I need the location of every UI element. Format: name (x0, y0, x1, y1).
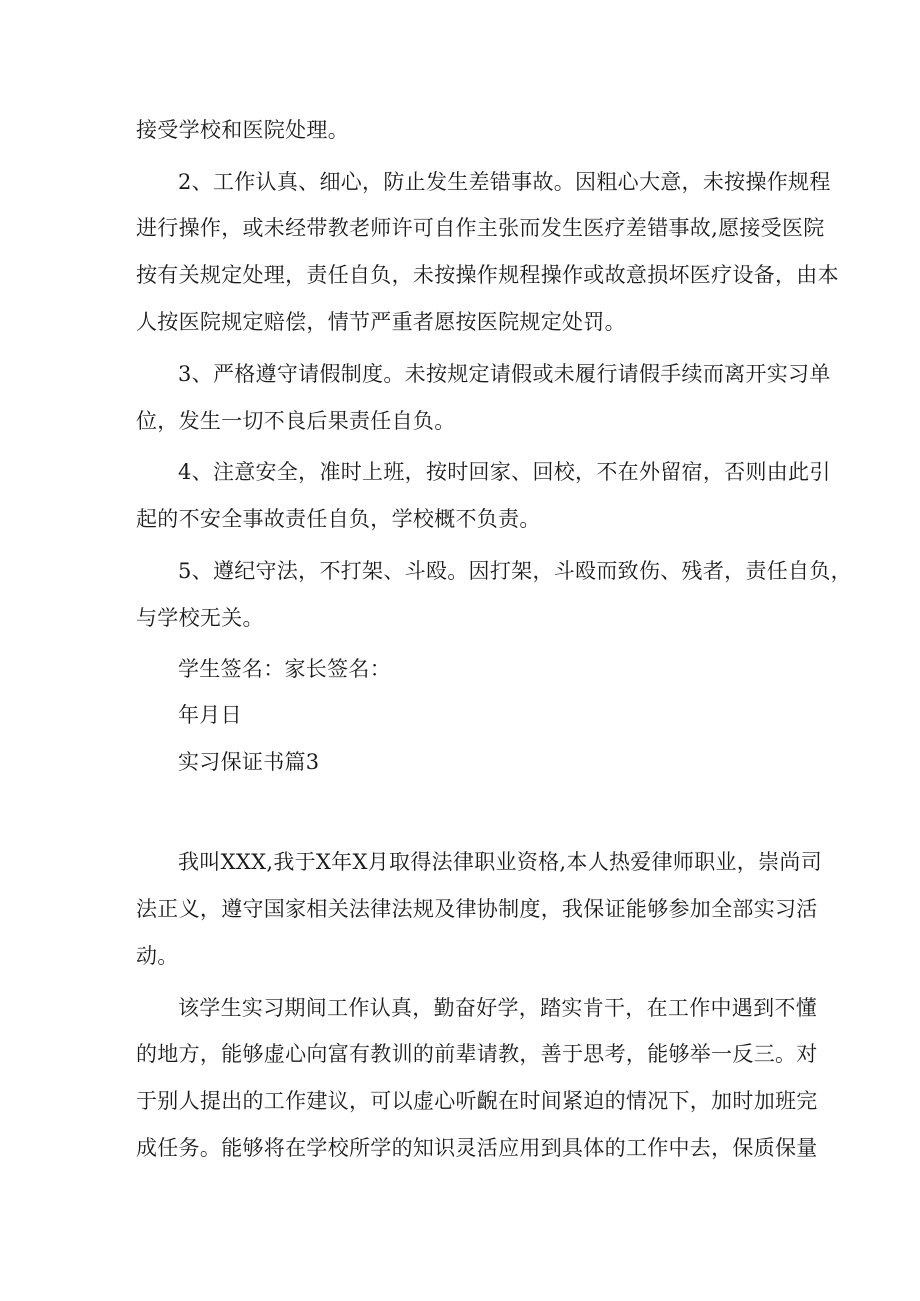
text-line: 与学校无关。 (136, 606, 264, 630)
signature-line: 学生签名：家长签名： (178, 657, 391, 681)
text-line: 成任务。能够将在学校所学的知识灵活应用到具体的工作中去，保质保量 (136, 1136, 818, 1160)
text-line: 5、遵纪守法，不打架、斗殴。因打架，斗殴而致伤、残者，责任自负， (178, 559, 852, 583)
text-line: 动。 (136, 944, 179, 968)
text-line: 于别人提出的工作建议，可以虚心听齯在时间紧迫的情况下，加时加班完 (136, 1089, 818, 1113)
text-line: 的地方，能够虚心向富有教训的前辈请教，善于思考，能够举一反三。对 (136, 1042, 818, 1066)
text-line: 该学生实习期间工作认真，勤奋好学，踏实肯干，在工作中遇到不懂 (178, 996, 817, 1020)
text-line: 接受学校和医院处理。 (136, 118, 349, 142)
text-line: 位，发生一切不良后果责任自负。 (136, 409, 456, 433)
text-line: 3、严格遵守请假制度。未按规定请假或未履行请假手续而离开实习单 (178, 362, 831, 386)
section-title: 实习保证书篇3 (178, 750, 320, 774)
date-line: 年月日 (178, 703, 242, 727)
text-line: 2、工作认真、细心，防止发生差错事故。因粗心大意，未按操作规程 (178, 170, 831, 194)
text-line: 4、注意安全，准时上班，按时回家、回校，不在外留宿，否则由此引 (178, 460, 831, 484)
text-line: 人按医院规定赔偿，情节严重者愿按医院规定处罚。 (136, 310, 626, 334)
text-line: 法正义，遵守国家相关法律法规及律协制度，我保证能够参加全部实习活 (136, 897, 818, 921)
text-line: 进行操作，或未经带教老师许可自作主张而发生医疗差错事故,愿接受医院 (136, 216, 825, 240)
text-line: 起的不安全事故责任自负，学校概不负责。 (136, 507, 541, 531)
text-line: 按有关规定处理，责任自负，未按操作规程操作或故意损坏医疗设备，由本 (136, 263, 839, 287)
text-line: 我叫XXX,我于X年X月取得法律职业资格,本人热爱律师职业，崇尚司 (178, 850, 822, 874)
